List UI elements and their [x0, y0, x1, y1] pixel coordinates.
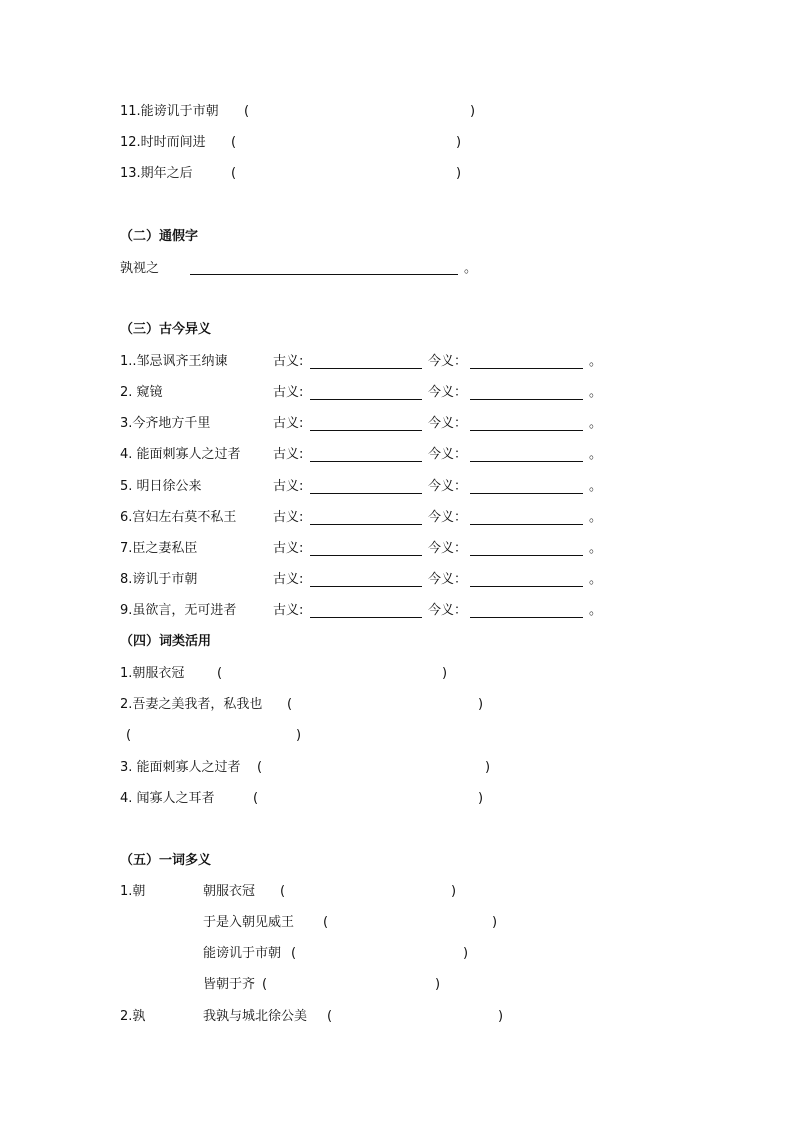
period: 。	[589, 447, 603, 462]
close-paren: )	[442, 666, 448, 681]
open-paren: (	[262, 977, 268, 992]
gu-label: 古义:	[273, 541, 304, 556]
jin-blank[interactable]	[470, 586, 583, 587]
close-paren: )	[463, 946, 469, 961]
close-paren: )	[492, 915, 498, 930]
item-text: 1..邹忌讽齐王纳谏	[120, 354, 228, 369]
answer-blank[interactable]	[190, 274, 458, 275]
jin-label: 今义：	[428, 385, 468, 400]
period: 。	[589, 385, 603, 400]
item-text: 8.谤讥于市朝	[120, 572, 198, 587]
item-text: 1.朝服衣冠	[120, 666, 185, 681]
item-text: 9.虽欲言，无可进者	[120, 603, 237, 618]
gu-label: 古义:	[273, 447, 304, 462]
section-heading: （三）古今异义	[120, 322, 212, 337]
item-text: 7.臣之妻私臣	[120, 541, 198, 556]
close-paren: )	[470, 104, 476, 119]
item-text: 11.能谤讥于市朝	[120, 104, 219, 119]
close-paren: )	[498, 1009, 504, 1024]
gu-blank[interactable]	[310, 493, 422, 494]
period: 。	[464, 261, 478, 276]
open-paren: (	[126, 728, 132, 743]
jin-blank[interactable]	[470, 524, 583, 525]
sense-text: 于是入朝见威王	[203, 915, 295, 930]
open-paren: (	[231, 166, 237, 181]
gu-blank[interactable]	[310, 617, 422, 618]
gu-blank[interactable]	[310, 555, 422, 556]
open-paren: (	[287, 697, 293, 712]
gu-label: 古义:	[273, 479, 304, 494]
jin-label: 今义：	[428, 416, 468, 431]
jin-label: 今义：	[428, 354, 468, 369]
open-paren: (	[244, 104, 250, 119]
gu-label: 古义:	[273, 385, 304, 400]
list-item	[120, 166, 193, 182]
item-text: 孰视之	[120, 261, 160, 276]
gu-blank[interactable]	[310, 368, 422, 369]
jin-blank[interactable]	[470, 399, 583, 400]
item-text: 4. 能面刺寡人之过者	[120, 447, 241, 462]
gu-blank[interactable]	[310, 524, 422, 525]
gu-blank[interactable]	[310, 430, 422, 431]
open-paren: (	[280, 884, 286, 899]
gu-label: 古义:	[273, 510, 304, 525]
open-paren: (	[291, 946, 297, 961]
sense-text: 能谤讥于市朝	[203, 946, 282, 961]
close-paren: )	[485, 760, 491, 775]
period: 。	[589, 479, 603, 494]
jin-label: 今义：	[428, 572, 468, 587]
gu-blank[interactable]	[310, 399, 422, 400]
gu-label: 古义:	[273, 603, 304, 618]
close-paren: )	[456, 166, 462, 181]
jin-label: 今义：	[428, 541, 468, 556]
open-paren: (	[253, 791, 259, 806]
open-paren: (	[257, 760, 263, 775]
item-text: 2.吾妻之美我者，私我也	[120, 697, 263, 712]
word-label: 2.孰	[120, 1009, 146, 1024]
period: 。	[589, 572, 603, 587]
jin-blank[interactable]	[470, 617, 583, 618]
item-text: 2. 窥镜	[120, 385, 163, 400]
period: 。	[589, 354, 603, 369]
sense-text: 朝服衣冠	[203, 884, 256, 899]
word-label: 1.朝	[120, 884, 146, 899]
item-text: 13.期年之后	[120, 166, 193, 181]
list-item	[120, 104, 219, 120]
jin-label: 今义：	[428, 603, 468, 618]
open-paren: (	[231, 135, 237, 150]
item-text: 6.宫妇左右莫不私王	[120, 510, 237, 525]
sense-text: 皆朝于齐	[203, 977, 256, 992]
jin-blank[interactable]	[470, 430, 583, 431]
item-text: 3.今齐地方千里	[120, 416, 211, 431]
open-paren: (	[323, 915, 329, 930]
gu-blank[interactable]	[310, 586, 422, 587]
section-heading: （四）词类活用	[120, 634, 212, 649]
gu-label: 古义:	[273, 354, 304, 369]
item-text: 4. 闻寡人之耳者	[120, 791, 215, 806]
gu-label: 古义:	[273, 572, 304, 587]
jin-blank[interactable]	[470, 368, 583, 369]
item-text: 12.时时而间进	[120, 135, 206, 150]
sense-text: 我孰与城北徐公美	[203, 1009, 308, 1024]
item-text: 3. 能面刺寡人之过者	[120, 760, 241, 775]
close-paren: )	[478, 791, 484, 806]
section-heading: （二）通假字	[120, 229, 199, 244]
close-paren: )	[456, 135, 462, 150]
jin-blank[interactable]	[470, 461, 583, 462]
jin-blank[interactable]	[470, 493, 583, 494]
jin-blank[interactable]	[470, 555, 583, 556]
close-paren: )	[296, 728, 302, 743]
period: 。	[589, 541, 603, 556]
list-item	[120, 135, 206, 151]
item-text: 5. 明日徐公来	[120, 479, 202, 494]
period: 。	[589, 603, 603, 618]
jin-label: 今义：	[428, 447, 468, 462]
close-paren: )	[478, 697, 484, 712]
jin-label: 今义：	[428, 479, 468, 494]
open-paren: (	[217, 666, 223, 681]
period: 。	[589, 416, 603, 431]
close-paren: )	[435, 977, 441, 992]
jin-label: 今义：	[428, 510, 468, 525]
gu-blank[interactable]	[310, 461, 422, 462]
section-heading: （五）一词多义	[120, 853, 212, 868]
period: 。	[589, 510, 603, 525]
open-paren: (	[327, 1009, 333, 1024]
gu-label: 古义:	[273, 416, 304, 431]
close-paren: )	[451, 884, 457, 899]
